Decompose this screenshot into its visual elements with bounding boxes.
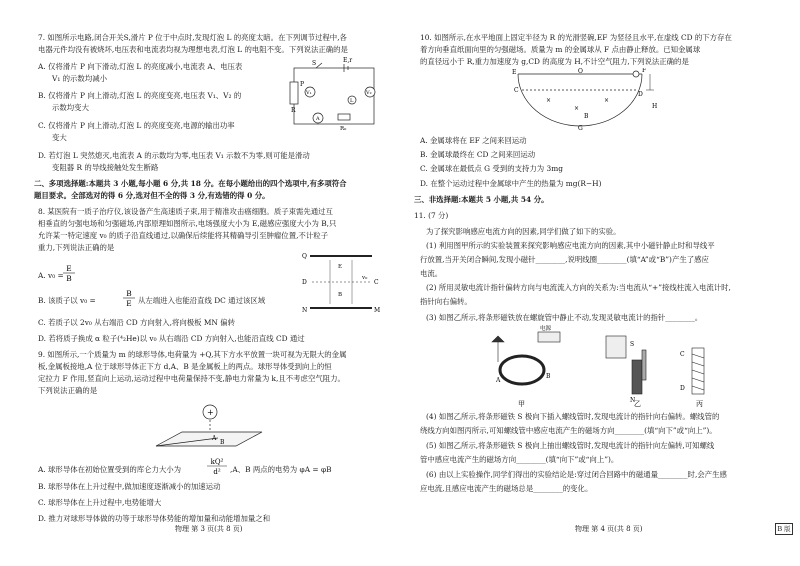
text-line: (2) 所用灵敏电流计指针偏转方向与电流流入方向的关系为:当电流从“+”接线柱流入电流计时, — [426, 283, 731, 292]
text-line: D. 若将质子换成 α 粒子(⁴₂He)以 v₀ 从右端沿 CD 方向射入,也能沿直线 CD 通过 — [38, 334, 305, 343]
text-line: D. 推力对球形导体做的功等于球形导体势能的增加量和动能增加量之和 — [38, 514, 271, 523]
field-label: N — [302, 307, 308, 314]
bowl-cross: × — [604, 97, 610, 104]
frac-num: kQ² — [210, 458, 224, 466]
text-line: C. 若质子以 2v₀ 从右端沿 CD 方向射入,将向极板 MN 偏转 — [38, 318, 236, 327]
text-line: 的直径远小于 R,重力加速度为 g,CD 的高度为 H,不计空气阻力,下列说法正确的是 — [420, 57, 689, 66]
field-label: v₀ — [362, 275, 368, 281]
circuit-label: A — [316, 116, 320, 122]
field-label: Q — [302, 253, 307, 260]
figure-caption-jia: 甲 — [518, 400, 525, 408]
circuit-diagram — [288, 56, 386, 132]
text-line: (3) 如图乙所示,将条形磁铁放在螺旋管中静止不动,发现灵敏电流计的指针________。 — [426, 313, 703, 322]
text-line: 二、多项选择题:本题共 3 小题,每小题 6 分,共 18 分。在每小题给出的四个选项中,有多项符合 — [34, 179, 347, 188]
frac-den: E — [126, 299, 132, 308]
apparatus-label: N — [630, 397, 636, 404]
text-line: 变大 — [52, 133, 67, 142]
bowl-label: F — [642, 68, 647, 74]
text-line: 8. 某医院有一质子治疗仪,该设备产生高速质子束,用于精准攻击癌细胞。质子束需先通过互 — [38, 207, 333, 216]
sphere-label: A — [212, 435, 217, 442]
text-line: 下列说法正确的是 — [38, 386, 98, 395]
text-line: (1) 利用图甲所示的实验装置来探究影响感应电流方向的因素,其中小磁针静止时和导线平 — [426, 241, 715, 250]
apparatus-label: B — [546, 373, 551, 380]
bowl-label: O — [578, 68, 583, 75]
text-line: A. v₀ = — [38, 271, 64, 280]
text-line: 7. 如图所示电路,闭合开关S,滑片 P 位于中点时,发现灯泡 L 的亮度太暗。在下列调节过程中,各 — [38, 33, 347, 42]
text-line: V₁ 的示数均减小 — [52, 74, 107, 83]
text-line: C. 球形导体在上升过程中,电势能增大 — [38, 498, 162, 507]
text-line: 变阻器 R 的导线接触处发生断路 — [52, 163, 159, 172]
fraction-coulomb — [206, 456, 228, 478]
field-label: D — [302, 279, 307, 286]
bowl-label: D — [638, 91, 643, 98]
text-line: 为了探究影响感应电流方向的因素,同学们做了如下的实验。 — [426, 227, 621, 236]
circuit-label: P — [300, 81, 305, 88]
bowl-cross: × — [546, 97, 552, 104]
bowl-label: C — [514, 87, 519, 94]
text-line: 三、非选择题:本题共 5 小题,共 54 分。 — [414, 195, 549, 204]
text-line: 11. (7 分) — [414, 211, 449, 220]
text-line: 10. 如图所示,在水平地面上固定半径为 R 的光滑竖碗,EF 为竖径且水平,在虚线 CD 的下方存在 — [420, 33, 732, 42]
text-line: B. 该质子以 v₀ = — [38, 296, 96, 305]
frac-den: d² — [213, 468, 221, 476]
text-line: 9. 如图所示,一个质量为 m 的球形导体,电荷量为 +Q,其下方水平放置一块可视为无限大的金属 — [38, 350, 347, 359]
text-line: 题目要求。全部选对的得 6 分,选对但不全的得 3 分,有选错的得 0 分。 — [34, 191, 270, 200]
fraction-b-over-e — [122, 288, 136, 310]
sphere-plate-diagram — [148, 396, 268, 458]
frac-den: B — [66, 274, 72, 283]
bowl-label: B — [584, 113, 589, 120]
text-line: C. 仅将滑片 P 向上滑动,灯泡 L 的亮度变亮,电源的输出功率 — [38, 121, 235, 130]
frac-num: E — [66, 264, 72, 273]
text-line: B. 金属球最终在 CD 之间来回运动 — [420, 150, 536, 159]
text-line: D. 若灯泡 L 突然熄灭,电流表 A 的示数均为零,电压表 V₁ 示数不为零,则可能是滑动 — [38, 151, 310, 160]
circuit-label: L — [350, 98, 354, 104]
frac-num: B — [126, 289, 132, 298]
text-line: 管中感应电流产生的磁场方向________(填“向下”或“向上”)。 — [420, 455, 619, 464]
text-line: 从左端进入也能沿直线 DC 通过该区域 — [138, 296, 266, 305]
figure-caption-yi: 乙 — [634, 400, 641, 408]
field-label: M — [374, 307, 380, 314]
circuit-label: R — [291, 107, 296, 114]
bowl-label: H — [652, 103, 658, 110]
text-line: 绕线方向如图丙所示,可知螺线管中感应电流产生的磁场方向________(填“向下”或“向上”)。 — [420, 426, 717, 435]
text-line: 相垂直的匀强电场和匀强磁场,内部原理如图所示,电场强度大小为 E,磁感应强度大小为 B,只 — [38, 219, 337, 228]
text-line: A. 仅将滑片 P 向下滑动,灯泡 L 的亮度减小,电流表 A、电压表 — [38, 62, 243, 71]
circuit-label: S — [312, 60, 317, 67]
text-line: 允许某一特定速度 v₀ 的质子沿直线通过,以确保后续能将其精确导引至肿瘤位置,不计粒子 — [38, 231, 328, 240]
apparatus-label: S — [630, 341, 635, 348]
bowl-magnetic-diagram — [510, 68, 660, 132]
text-line: 应电流,且感应电流产生的磁场总是________的变化。 — [420, 484, 593, 493]
footer-left: 物理 第 3 页(共 8 页) — [175, 525, 243, 533]
fraction-e-over-b — [62, 263, 76, 285]
induction-apparatus-figure — [470, 322, 740, 408]
crossed-field-diagram — [300, 248, 380, 316]
text-line: 重力,下列说法正确的是 — [38, 243, 115, 252]
text-line: 着方向垂直纸面向里的匀强磁场。质量为 m 的金属球从 F 点由静止释放。已知金属球 — [420, 45, 701, 54]
sphere-label: B — [220, 439, 225, 446]
text-line: 电流。 — [420, 269, 443, 278]
circuit-label: V₂ — [366, 90, 372, 96]
apparatus-label: C — [680, 351, 685, 358]
apparatus-label: A — [496, 377, 501, 384]
bowl-label: G — [578, 125, 583, 132]
field-label: B — [338, 292, 343, 298]
text-line: A. 金属球将在 EF 之间来回运动 — [420, 136, 527, 145]
text-line: 板,金属板接地,A 位于球形导体正下方 d,A、B 是金属板上的两点。球形导体受到向上的恒 — [38, 362, 332, 371]
circuit-label: V₁ — [306, 90, 312, 96]
bowl-cross: × — [574, 105, 580, 112]
figure-caption-bing: 丙 — [696, 400, 703, 408]
apparatus-label: D — [680, 385, 685, 392]
text-line: B. 球形导体在上升过程中,做加速度逐渐减小的加速运动 — [38, 482, 221, 491]
field-label: C — [374, 279, 379, 286]
text-line: (5) 如图乙所示,将条形磁铁 S 极向上抽出螺线管时,发现电流计的指针向左偏转,可知螺线 — [426, 441, 715, 450]
circuit-label: R₀ — [340, 126, 347, 132]
text-line: C. 金属球在最低点 G 受到的支持力为 3mg — [420, 164, 563, 173]
apparatus-label: 电源 — [540, 326, 552, 332]
text-line: (4) 如图乙所示,将条形磁铁 S 极向下插入螺线管时,发现电流计的指针向右偏转。螺线管的 — [426, 412, 720, 421]
text-line: ,A、B 两点的电势为 φA = φB — [230, 465, 332, 474]
text-line: D. 在整个运动过程中金属球中产生的热量为 mg(R−H) — [420, 179, 602, 188]
text-line: A. 球形导体在初始位置受到的库仑力大小为 — [38, 465, 182, 474]
text-line: 定拉力 F 作用,竖直向上运动,运动过程中电荷量保持不变,静电力常量为 k,且不考虑空气阻力。 — [38, 374, 345, 383]
text-line: 指针向右偏转。 — [420, 297, 472, 306]
footer-right: 物理 第 4 页(共 8 页) — [575, 525, 643, 533]
sphere-charge: + — [207, 408, 214, 417]
circuit-label: E,r — [343, 57, 353, 64]
edition-badge: B 版 — [775, 523, 793, 535]
text-line: 电器元件均没有被烧坏,电压表和电流表均视为理想电表,灯泡 L 的电阻不变。下列说法正确的是 — [38, 45, 348, 54]
bowl-label: E — [512, 69, 517, 76]
text-line: B. 仅将滑片 P 向上滑动,灯泡 L 的亮度变亮,电压表 V₁、V₂ 的 — [38, 91, 242, 100]
text-line: 示数均变大 — [52, 103, 89, 112]
field-label: E — [338, 264, 343, 270]
text-line: 行放置,当开关闭合瞬间,发现小磁针________,说明线圈________(填“A”或“B”)产生了感应 — [420, 255, 709, 264]
text-line: (6) 由以上实验操作,同学们得出的实验结论是:穿过闭合回路中的磁通量________时,会产生感 — [426, 470, 727, 479]
